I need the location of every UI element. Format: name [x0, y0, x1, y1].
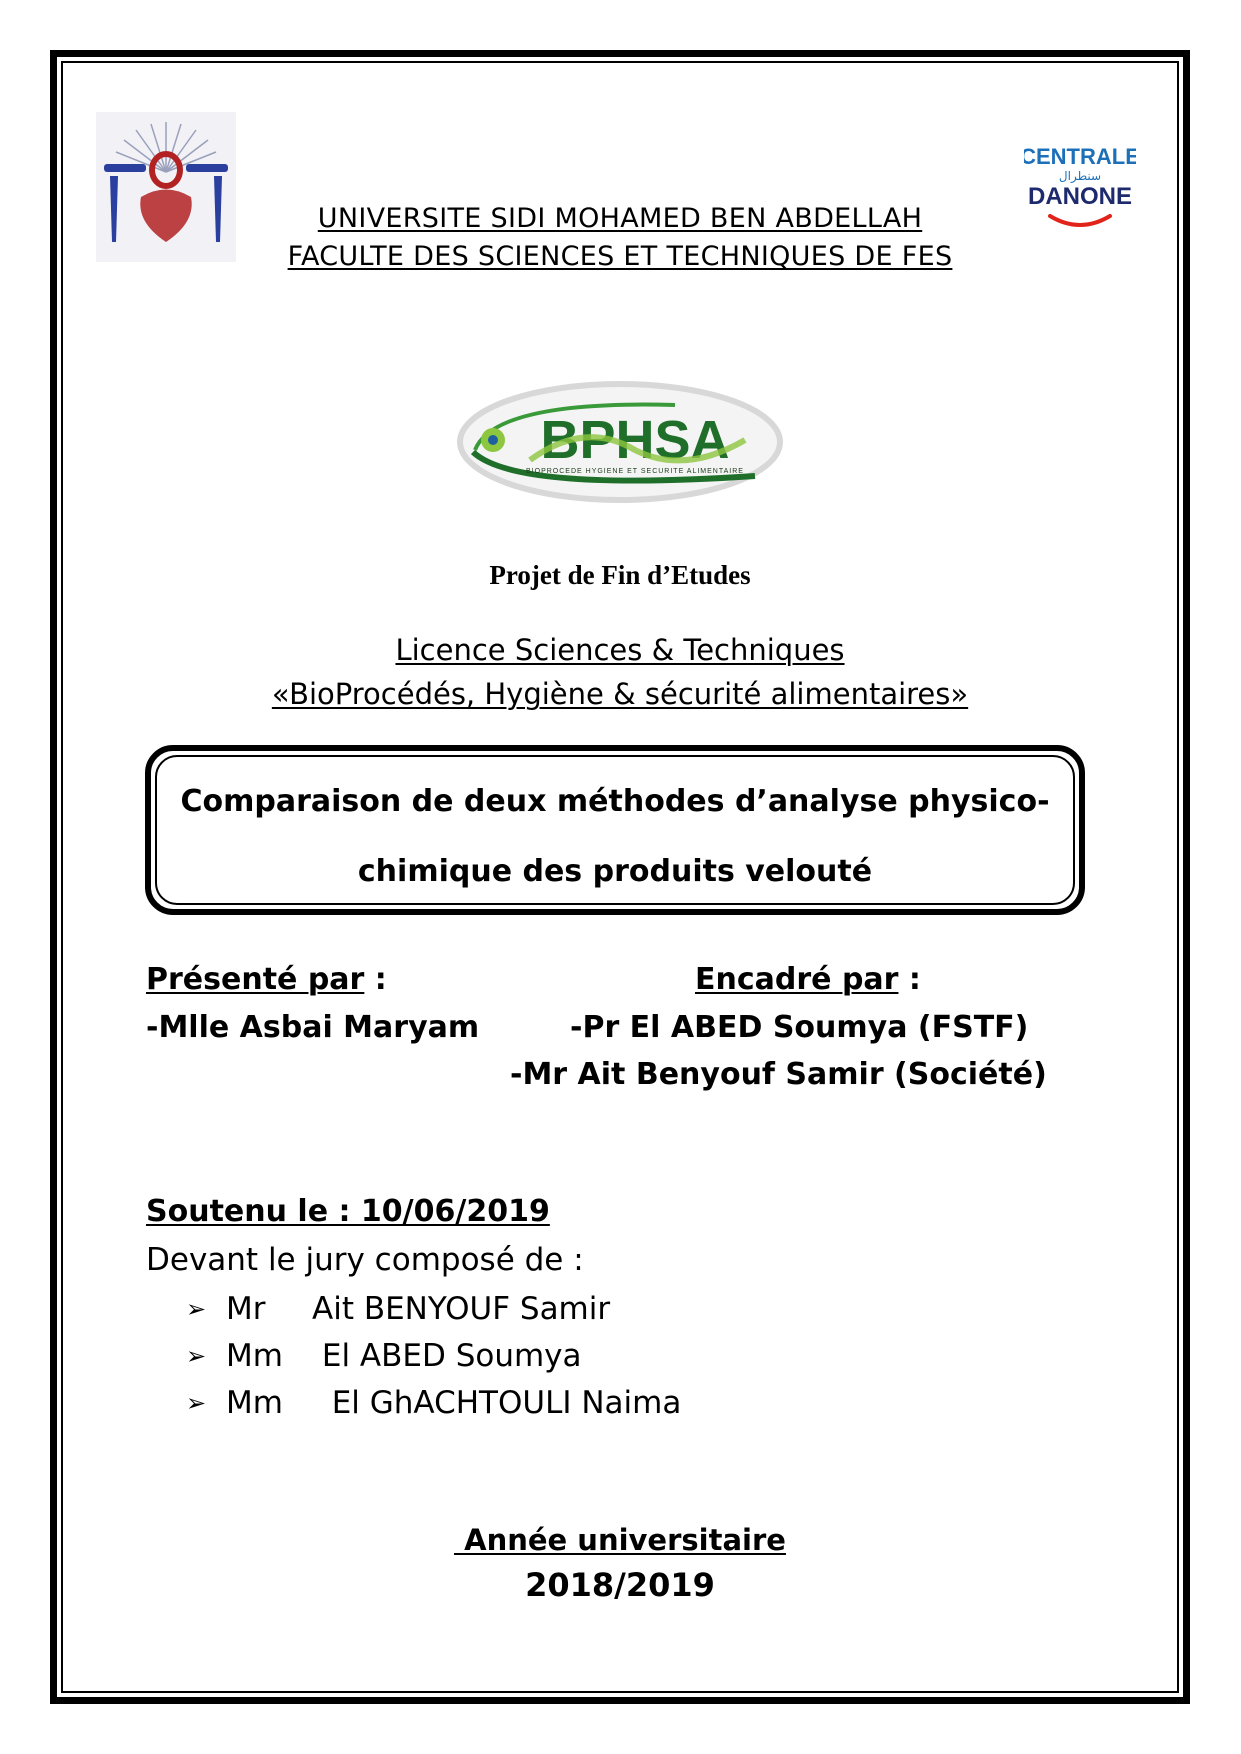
academic-year-value: 2018/2019: [525, 1566, 715, 1604]
jury-member: [186, 1286, 681, 1333]
title-line-1: Comparaison de deux méthodes d’analyse physico-: [180, 784, 1050, 819]
svg-text:CENTRALE: CENTRALE: [1024, 144, 1136, 169]
defense-date: Soutenu le : 10/06/2019: [146, 1194, 550, 1229]
jury-title: Mm: [226, 1338, 283, 1374]
arrow-bullet-icon: ➢: [186, 1389, 207, 1417]
jury-member: [186, 1333, 681, 1380]
svg-text:BIOPROCEDE HYGIENE ET SECURITE: BIOPROCEDE HYGIENE ET SECURITE ALIMENTAIRE: [526, 468, 744, 475]
jury-intro: Devant le jury composé de :: [146, 1242, 584, 1278]
degree-line-2: «BioProcédés, Hygiène & sécurité alimentaires»: [271, 677, 969, 711]
title-line-2: chimique des produits velouté: [357, 854, 873, 889]
jury-list: [186, 1286, 681, 1427]
student-name: -Mlle Asbai Maryam: [146, 1010, 480, 1045]
degree-line-1: Licence Sciences & Techniques: [395, 633, 845, 667]
bphsa-logo: [455, 380, 785, 510]
faculty-name: FACULTE DES SCIENCES ET TECHNIQUES DE FES: [287, 241, 953, 272]
svg-text:BPHSA: BPHSA: [540, 410, 730, 470]
arrow-bullet-icon: ➢: [186, 1295, 207, 1323]
document-type: Projet de Fin d’Etudes: [489, 560, 751, 590]
supervised-by-heading: Encadré par :: [695, 962, 921, 997]
centrale-danone-logo: [1024, 140, 1136, 236]
project-title: [151, 767, 1079, 907]
supervisor-company: -Mr Ait Benyouf Samir (Société): [510, 1057, 1047, 1092]
svg-text:سنطرال: سنطرال: [1058, 169, 1102, 183]
supervisor-academic: -Pr El ABED Soumya (FSTF): [570, 1010, 1029, 1045]
academic-year-label: Année universitaire: [454, 1523, 786, 1557]
jury-name: Ait BENYOUF Samir: [312, 1291, 611, 1327]
jury-name: El ABED Soumya: [312, 1338, 582, 1374]
jury-member: [186, 1380, 681, 1427]
university-name: UNIVERSITE SIDI MOHAMED BEN ABDELLAH: [317, 203, 923, 234]
svg-text:DANONE: DANONE: [1027, 183, 1133, 210]
arrow-bullet-icon: ➢: [186, 1342, 207, 1370]
jury-title: Mr: [226, 1291, 266, 1327]
jury-title: Mm: [226, 1385, 283, 1421]
presented-by-heading: Présenté par :: [146, 962, 387, 997]
danone-logo-icon: [1024, 140, 1136, 236]
bphsa-logo-icon: [455, 380, 785, 510]
degree-info: [200, 628, 1040, 716]
jury-name: El GhACHTOULI Naima: [312, 1385, 682, 1421]
title-box: [145, 745, 1085, 915]
university-header: [200, 200, 1040, 276]
